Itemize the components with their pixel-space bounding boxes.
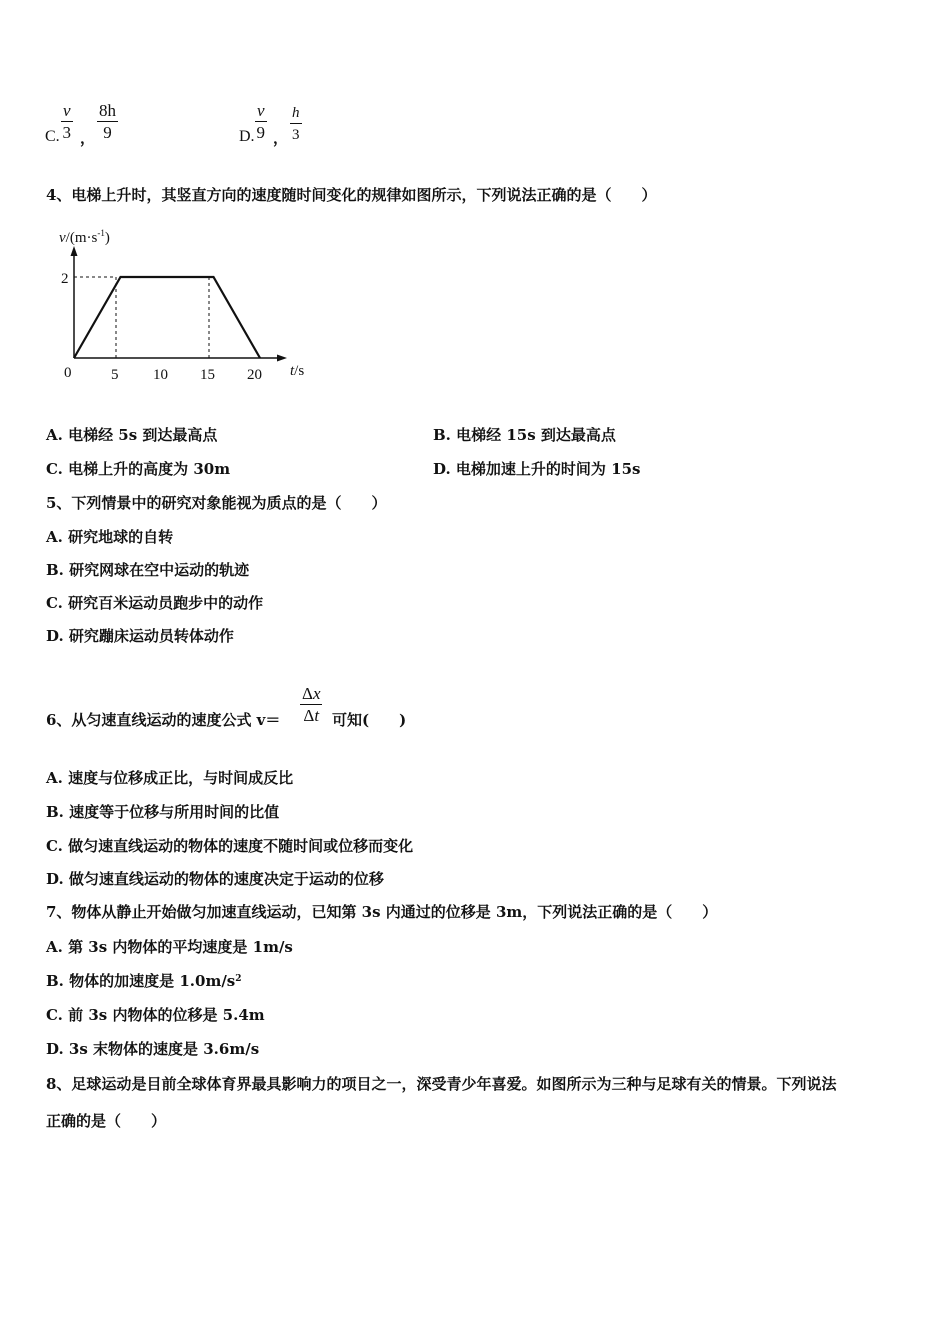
fraction-denominator: 3 xyxy=(62,123,72,142)
x-tick-label: 15 xyxy=(200,367,215,382)
q7-option-c: C. 前 3s 内物体的位移是 5.4m xyxy=(46,1006,265,1024)
fraction xyxy=(290,104,302,144)
q5-option-d: D. 研究蹦床运动员转体动作 xyxy=(46,627,234,645)
fraction xyxy=(97,102,118,142)
y-tick-label: 2 xyxy=(61,271,69,287)
q4-option-c: C. 电梯上升的高度为 30m xyxy=(46,460,231,478)
fraction-denominator: 9 xyxy=(256,123,266,142)
q8-stem-line1: 8、足球运动是目前全球体育界最具影响力的项目之一，深受青少年喜爱。如图所示为三种与足球有关的情景。下列说法 xyxy=(46,1075,837,1093)
option-letter: D. xyxy=(239,128,255,145)
q7-option-b: B. 物体的加速度是 $1.0m/s^2$ xyxy=(46,972,242,990)
q6-option-a: A. 速度与位移成正比，与时间成反比 xyxy=(46,769,294,787)
q5-option-b: B. 研究网球在空中运动的轨迹 xyxy=(46,561,250,579)
fraction-denominator: Δt xyxy=(303,706,320,725)
fraction-numerator: v xyxy=(63,101,71,120)
fraction-numerator: h xyxy=(290,104,302,124)
q4-option-a: A. 电梯经 5s 到达最高点 xyxy=(46,426,218,444)
series-line xyxy=(74,277,260,358)
x-tick-label: 10 xyxy=(153,367,168,382)
x-tick-label: 20 xyxy=(247,367,262,382)
fraction-numerator: v xyxy=(257,101,265,120)
q4-option-b: B. 电梯经 15s 到达最高点 xyxy=(433,426,616,444)
separator: ， xyxy=(273,129,289,147)
q6-option-b: B. 速度等于位移与所用时间的比值 xyxy=(46,803,280,821)
fraction-numerator: Δx xyxy=(302,684,321,703)
q6-option-d: D. 做匀速直线运动的物体的速度决定于运动的位移 xyxy=(46,870,384,888)
q7-option-a: A. 第 3s 内物体的平均速度是 1m/s xyxy=(46,938,293,956)
q5-stem: 5、下列情景中的研究对象能视为质点的是（ ） xyxy=(46,494,387,512)
q5-option-c: C. 研究百米运动员跑步中的动作 xyxy=(46,594,264,612)
q5-option-a: A. 研究地球的自转 xyxy=(46,528,174,546)
q4-stem: 4、电梯上升时，其竖直方向的速度随时间变化的规律如图所示，下列说法正确的是（ ） xyxy=(46,186,657,204)
x-axis-arrow xyxy=(277,355,287,362)
q8-stem-line2: 正确的是（ ） xyxy=(46,1112,167,1130)
y-axis-arrow xyxy=(71,246,78,256)
q6-stem-prefix: 6、从匀速直线运动的速度公式 v＝ xyxy=(46,711,281,729)
x-axis-label: t/s xyxy=(290,363,305,379)
fraction-denominator: 3 xyxy=(292,127,300,143)
fraction xyxy=(255,102,267,142)
q7-option-d: D. 3s 末物体的速度是 3.6m/s xyxy=(46,1040,260,1058)
option-letter: C. xyxy=(45,128,60,145)
q6-option-c: C. 做匀速直线运动的物体的速度不随时间或位移而变化 xyxy=(46,837,414,855)
y-axis-label: $v/(m\cdot s^{-1})$ xyxy=(59,228,110,246)
formula-fraction xyxy=(300,685,322,725)
fraction xyxy=(61,102,73,142)
x-tick-label: 0 xyxy=(64,365,72,381)
superscript: 2 xyxy=(235,974,242,984)
q7-stem: 7、物体从静止开始做匀加速直线运动，已知第 3s 内通过的位移是 3m，下列说法正确的是（ ） xyxy=(46,903,718,921)
fraction-numerator: 8h xyxy=(99,101,116,120)
x-tick-label: 5 xyxy=(111,367,119,382)
separator: ， xyxy=(80,129,96,147)
velocity-time-graph xyxy=(50,222,320,382)
q6-stem-suffix: 可知( ) xyxy=(332,711,407,729)
q4-option-d: D. 电梯加速上升的时间为 15s xyxy=(433,460,641,478)
fraction-denominator: 9 xyxy=(103,123,112,142)
